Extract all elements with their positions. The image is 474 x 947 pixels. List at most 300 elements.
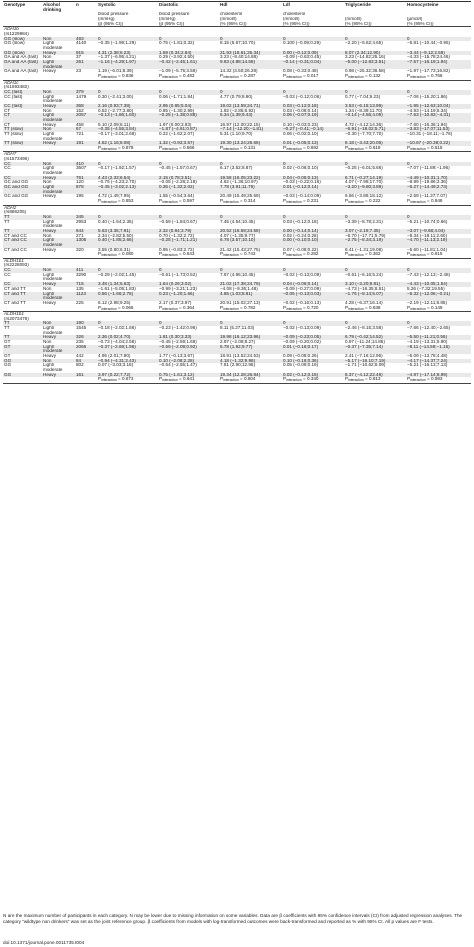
- table-cell: 1.55 (−0.54;3.64): [159, 194, 195, 199]
- table-cell: 3.97 (0.22;7.72): [98, 372, 131, 377]
- table-cell: 915: [76, 50, 84, 55]
- doi-line: doi:10.1371/journal.pone.0011735.t004: [3, 940, 85, 945]
- table-row: [3, 363, 471, 372]
- table-cell: 878: [76, 185, 84, 190]
- snp-id: (rs1573496): [4, 157, 29, 162]
- table-cell: 1.32 (−0.93;3.57): [159, 141, 195, 146]
- table-cell: −0.61 (−1.73;0.52): [159, 272, 197, 277]
- p-label: P: [98, 74, 102, 79]
- table-cell: −0.17 (−1.92;1.57): [98, 166, 136, 171]
- table-cell: −0.42 (−2.45;1.61): [159, 60, 197, 65]
- p-value: 0.080: [121, 252, 134, 257]
- table-cell: 0.10 (−0.03;0.23): [283, 122, 319, 127]
- table-cell: 1.19 (−6.01;8.39): [98, 69, 134, 74]
- table-cell: 3290: [76, 272, 87, 277]
- table-cell: 0: [407, 36, 410, 41]
- p-label: P: [345, 377, 349, 382]
- table-cell: GT: [4, 340, 11, 345]
- sub3-systolic: (β (95% CI)): [97, 22, 158, 27]
- table-cell: 1.81 (0.30;3.33): [159, 335, 192, 340]
- table-cell: −1.37 (−6.95;4.21): [98, 55, 136, 60]
- sub1-hdl: cholesterol: [220, 12, 243, 17]
- p-label-sub: interaction: [162, 146, 178, 151]
- table-cell: −3.07 (−9.68;4.04): [407, 228, 445, 233]
- table-cell: 0.85 (−1.30;2.99): [159, 108, 195, 113]
- table-cell: −4.49 (−10.31;1.70): [407, 175, 448, 180]
- table-cell: 6.79 (−0.42;14.52): [345, 335, 383, 340]
- p-label: P: [283, 252, 287, 257]
- equals-sign: =: [238, 305, 244, 310]
- table-cell: −0.05 (−0.13;0.03): [283, 291, 321, 296]
- table-cell: 0: [220, 36, 223, 41]
- p-value: 0.515: [430, 145, 443, 150]
- p-value: 0.813: [368, 377, 381, 382]
- p-value: 0.566: [182, 145, 195, 150]
- gene-name: ADH1b: [4, 26, 19, 32]
- p-label: P: [283, 305, 287, 310]
- table-cell: 1.24 (−8.39;11.70): [345, 108, 383, 113]
- p-value: 0.804: [243, 377, 256, 382]
- table-cell: 8.11 (5.27;11.03): [220, 326, 255, 330]
- table-cell: 3.23 (−8.40;14.88): [220, 55, 258, 60]
- table-cell: 23: [76, 69, 82, 74]
- table-cell: −0.17 (−3.01;2.68): [98, 131, 136, 136]
- table-cell: −3.20 (−9.80;3.89): [345, 185, 383, 190]
- p-label: P: [98, 377, 102, 382]
- table-cell: −8.11 (−14.59;−1.15): [407, 344, 450, 349]
- table-cell: Light/ moderate: [43, 131, 63, 141]
- p-label: P: [407, 199, 411, 204]
- table-cell: Light/ moderate: [43, 326, 63, 335]
- table-cell: −7.63 (−10.83;−4.31): [407, 113, 451, 118]
- table-cell: 0: [220, 161, 223, 166]
- table-cell: GA and AA (fast): [4, 55, 38, 60]
- p-label-sub: interaction: [101, 75, 117, 80]
- table-cell: −0.13 (−1.86;1.60): [98, 113, 136, 118]
- table-cell: 0: [98, 161, 101, 166]
- table-cell: −0.59 (−1.84;0.67): [159, 219, 197, 224]
- p-value: 0.836: [121, 74, 134, 79]
- table-cell: 0: [98, 321, 101, 326]
- table-cell: −0.25 (−1.71;1.21): [159, 238, 197, 243]
- table-cell: 0: [159, 89, 162, 94]
- equals-sign: =: [363, 377, 369, 382]
- table-cell: 120: [76, 180, 84, 185]
- table-cell: Heavy: [43, 335, 57, 340]
- p-label-sub: interaction: [101, 253, 117, 258]
- table-cell: Non: [43, 214, 52, 219]
- p-label-sub: interaction: [410, 253, 426, 258]
- p-label-sub: interaction: [162, 253, 178, 258]
- equals-sign: =: [425, 199, 431, 204]
- sub2-ldl: (mmol/l): [283, 17, 300, 22]
- table-cell: TT (slow): [4, 127, 24, 132]
- table-cell: 7.45 (4.54;10.45): [220, 219, 255, 224]
- p-interaction-row: [3, 377, 471, 383]
- table-cell: 0: [407, 89, 410, 94]
- p-label: P: [407, 145, 411, 150]
- table-cell: 8.37 (−4.12;22.49): [345, 372, 383, 377]
- table-cell: −5.09 (−13.78;4.48): [407, 354, 448, 359]
- table-cell: −0.45 (−2.59;1.69): [159, 340, 197, 345]
- table-cell: 0: [345, 321, 348, 326]
- table-row: [3, 95, 471, 104]
- table-cell: 84: [76, 358, 82, 363]
- p-value: 0.843: [182, 252, 195, 257]
- p-label-sub: interaction: [348, 253, 364, 258]
- p-label: P: [98, 199, 102, 204]
- p-label: P: [407, 305, 411, 310]
- table-cell: Non: [43, 36, 52, 41]
- table-cell: 161: [76, 372, 84, 377]
- equals-sign: =: [425, 377, 431, 382]
- table-cell: CT and CC: [4, 238, 27, 243]
- table-cell: Light/ moderate: [43, 363, 63, 373]
- table-cell: 320: [76, 247, 84, 252]
- table-cell: GG (slow): [4, 50, 25, 55]
- table-cell: 5.10 (2.09;8.11): [98, 122, 131, 127]
- table-cell: 0: [283, 321, 286, 326]
- table-cell: 0: [159, 214, 162, 219]
- table-cell: 0: [98, 214, 101, 219]
- table-cell: Heavy: [43, 354, 57, 359]
- p-label-sub: interaction: [101, 378, 117, 383]
- table-cell: 3.48 (1.34;5.63): [98, 282, 131, 287]
- col-triglyceride: Triglyceride: [345, 2, 371, 7]
- table-cell: 0.06 (−0.02;0.10): [283, 131, 319, 136]
- table-cell: −0.59 (−2.09;0.92): [159, 344, 197, 349]
- p-label-sub: interaction: [223, 378, 239, 383]
- table-cell: 7.81 (2.90;12.95): [220, 363, 255, 368]
- table-row: [3, 166, 471, 175]
- p-value: 0.287: [243, 74, 256, 79]
- equals-sign: =: [363, 252, 369, 257]
- table-cell: −4.70 (−11.13;2.19): [407, 238, 448, 243]
- table-cell: GC and GG: [4, 180, 29, 185]
- table-cell: Heavy: [43, 247, 57, 252]
- table-cell: 5.63 (3.35;7.91): [98, 228, 131, 233]
- table-cell: 0.04 (−0.06;0.14): [283, 282, 319, 287]
- table-cell: CT and TT: [4, 286, 26, 291]
- table-cell: 0.75 (−1.81;0.32): [159, 41, 195, 46]
- table-cell: Light/ moderate: [43, 113, 63, 122]
- table-cell: Heavy: [43, 69, 57, 74]
- table-cell: −0.45 (−3.02;2.13): [98, 185, 136, 190]
- p-label: P: [345, 305, 349, 310]
- table-cell: −0.25 (−6.01;5.66): [345, 166, 383, 171]
- table-cell: CC (fast): [4, 94, 23, 99]
- table-cell: 1123: [76, 291, 86, 296]
- p-label: P: [345, 74, 349, 79]
- table-cell: Light/ moderate: [43, 41, 63, 51]
- p-interaction-cell: [219, 377, 282, 383]
- table-cell: 721: [76, 131, 84, 136]
- table-cell: Light/ moderate: [43, 272, 63, 282]
- table-cell: 14.32 (3.50;26.28): [220, 69, 258, 74]
- table-cell: −5.17 (−16.10;7.19): [345, 358, 386, 363]
- table-cell: 67: [76, 127, 82, 132]
- table-cell: −3.39 (−8.78;2.31): [345, 219, 383, 224]
- table-cell: 5.26 (−7.32;19.55): [407, 286, 445, 291]
- table-cell: 2.17 (0.37;3.97): [159, 300, 192, 305]
- table-cell: TT: [4, 321, 10, 326]
- table-cell: Non: [43, 286, 52, 291]
- table-cell: 0.08 (−0.33;0.48): [283, 69, 319, 74]
- table-cell: TT (slow): [4, 131, 24, 136]
- p-label: P: [220, 377, 224, 382]
- table-cell: −2.75 (−8.34;3.19): [345, 238, 383, 243]
- equals-sign: =: [177, 377, 183, 382]
- table-cell: 19.02 (13.59;24.71): [220, 103, 261, 108]
- table-cell: 4.28 (−6.37;16.14): [345, 300, 383, 305]
- table-cell: −2.20 (−6.62;4.65): [345, 41, 383, 46]
- table-cell: Light/ moderate: [43, 219, 63, 229]
- equals-sign: =: [363, 74, 369, 79]
- table-cell: 6.56 (−3.86;18.12): [345, 194, 383, 199]
- table-cell: −0.18 (−2.02;1.66): [98, 326, 136, 330]
- equals-sign: =: [116, 305, 122, 310]
- table-cell: 0.01 (−0.12;0.14): [283, 185, 319, 190]
- table-cell: Light/ moderate: [43, 166, 63, 176]
- table-cell: Light/ moderate: [43, 185, 63, 194]
- p-value: 0.362: [368, 252, 381, 257]
- table-cell: 0: [159, 161, 162, 166]
- table-cell: 0: [283, 89, 286, 94]
- p-value: 0.483: [182, 74, 195, 79]
- p-label: P: [98, 252, 102, 257]
- table-cell: 6.71 (−0.27;14.19): [345, 175, 383, 180]
- sub3-triglyceride: (% (95% CI)): [344, 22, 406, 27]
- snp-id: (rs2073478): [4, 316, 29, 321]
- p-value: 0.066: [121, 305, 134, 310]
- table-cell: 3.07 (−2.19;7.35): [345, 228, 381, 233]
- table-cell: Non: [43, 127, 52, 132]
- table-cell: Heavy: [43, 194, 57, 199]
- p-value: 0.838: [368, 305, 381, 310]
- table-cell: 0.70 (−1.32;2.72): [159, 233, 195, 238]
- p-label: P: [345, 145, 349, 150]
- p-label: P: [98, 305, 102, 310]
- table-cell: −1.95 (−12.63;10.04): [407, 103, 450, 108]
- p-value: 0.282: [306, 252, 319, 257]
- p-value: 0.222: [368, 199, 381, 204]
- table-cell: Heavy: [43, 141, 57, 146]
- table-cell: −0.03 (−0.12;0.06): [283, 94, 321, 99]
- table-cell: 0.03 (−0.12;0.18): [283, 103, 319, 108]
- table-cell: 0: [283, 161, 286, 166]
- table-cell: −0.03 (−0.22;0.16): [283, 180, 321, 185]
- table-cell: 0.10 (−2.08;2.28): [159, 358, 195, 363]
- p-label: P: [159, 145, 163, 150]
- header-row: [3, 2, 471, 12]
- table-cell: 6.12 (2.98;9.25): [98, 300, 131, 305]
- table-cell: −0.03 (−0.14;0.09): [283, 194, 321, 199]
- table-cell: 379: [76, 89, 84, 94]
- p-label-sub: interaction: [286, 75, 302, 80]
- table-cell: −0.35 (−4.55;3.84): [98, 127, 136, 132]
- table-cell: −4.08 (−9.36;1.48): [220, 286, 258, 291]
- p-label: P: [283, 199, 287, 204]
- equals-sign: =: [116, 145, 122, 150]
- table-cell: Light/ moderate: [43, 94, 63, 104]
- table-cell: 20.52 (16.59;24.58): [220, 228, 261, 233]
- table-cell: 235: [76, 340, 84, 345]
- table-cell: −0.30 (−7.70;7.70): [345, 131, 383, 136]
- equals-sign: =: [363, 199, 369, 204]
- p-value: 0.364: [182, 305, 195, 310]
- table-cell: 0.09 (−0.08;0.26): [283, 354, 319, 359]
- table-cell: CT: [4, 113, 11, 118]
- p-label: P: [220, 252, 224, 257]
- sub1-diastolic: blood pressure: [159, 12, 190, 17]
- table-cell: −5.00 (−12.83;3.51): [345, 60, 386, 65]
- table-cell: CC: [4, 166, 11, 171]
- table-cell: 6.78 (3.57;10.10): [220, 238, 255, 243]
- table-cell: Light/ moderate: [43, 344, 63, 354]
- table-cell: 225: [76, 300, 84, 305]
- p-label: P: [220, 199, 224, 204]
- table-cell: GC and GG: [4, 185, 29, 190]
- table-cell: 0.07 (−0.08;0.22): [283, 247, 319, 252]
- table-cell: TT: [4, 214, 10, 219]
- sub1-ldl: cholesterol: [283, 12, 306, 17]
- equals-sign: =: [363, 145, 369, 150]
- sub1-systolic: blood pressure: [98, 12, 129, 17]
- table-cell: 4.77 (0.79;8.90): [220, 94, 253, 99]
- p-value: 0.853: [121, 199, 134, 204]
- table-cell: −4.19 (−13.31;5.90): [407, 340, 448, 345]
- p-label-sub: interaction: [162, 75, 178, 80]
- col-alcohol: Alcohol drinking: [43, 2, 62, 12]
- table-cell: 37: [76, 55, 82, 60]
- table-cell: 4.43 (2.33;6.54): [98, 175, 131, 180]
- p-label-sub: interaction: [410, 306, 426, 311]
- equals-sign: =: [116, 74, 122, 79]
- table-row: [3, 238, 471, 247]
- table-cell: −0.23 (−1.42;0.96): [159, 326, 197, 330]
- snp-id: (rs886205): [4, 210, 27, 215]
- table-cell: CC (fast): [4, 103, 23, 108]
- equals-sign: =: [177, 74, 183, 79]
- table-cell: −5.60 (−11.81;1.04): [407, 247, 448, 252]
- p-label: P: [283, 74, 287, 79]
- table-row: [3, 60, 471, 69]
- table-cell: 2066: [76, 344, 87, 349]
- equals-sign: =: [116, 199, 122, 204]
- table-cell: 0.35 (−1.32;2.02): [159, 185, 195, 190]
- table-cell: Non: [43, 180, 52, 185]
- table-cell: 368: [76, 103, 84, 108]
- table-cell: −7.66 (−12.40;−2.65): [407, 326, 451, 330]
- table-cell: CT: [4, 122, 11, 127]
- p-label-sub: interaction: [348, 378, 364, 383]
- table-cell: Heavy: [43, 103, 57, 108]
- table-cell: 0: [283, 268, 286, 273]
- table-cell: 0.56 (−1.66;2.78): [98, 291, 134, 296]
- table-cell: −5.21 (−16.13;7.13): [407, 363, 448, 368]
- table-cell: 0.06 (−1.71;1.84): [159, 94, 195, 99]
- p-label-sub: interaction: [348, 75, 364, 80]
- table-cell: −0.27 (−0.41;−0.14): [283, 127, 324, 132]
- table-cell: GG: [4, 363, 12, 368]
- table-cell: Non: [43, 233, 52, 238]
- p-label-sub: interaction: [410, 200, 426, 205]
- table-cell: −0.02 (−0.13;0.09): [283, 272, 321, 277]
- table-cell: 0.01 (−0.16;0.17): [283, 344, 319, 349]
- table-cell: −4.33 (−15.78;24.46): [407, 55, 450, 60]
- table-cell: 5.34 (1.39;9.43): [220, 113, 253, 118]
- table-cell: −0.05 (−2.28;2.18): [159, 180, 197, 185]
- table-cell: 20.49 (15.49;25.69): [220, 194, 261, 199]
- table-cell: −8.34 (−18.11;2.60): [407, 233, 448, 238]
- table-cell: 19.30 (13.24;25.66): [220, 141, 261, 146]
- table-cell: 0.77 (−7.04;9.23): [345, 94, 381, 99]
- equals-sign: =: [238, 199, 244, 204]
- col-systolic: Systolic: [98, 2, 116, 7]
- col-diastolic: Diastolic: [159, 2, 179, 7]
- table-cell: 21.93 (18.61;25.34): [220, 50, 261, 55]
- equals-sign: =: [425, 145, 431, 150]
- table-cell: CC: [4, 272, 11, 277]
- spacer: [3, 377, 42, 383]
- p-label-sub: interaction: [410, 146, 426, 151]
- table-cell: −1.61 (−5.05;1.83): [98, 286, 136, 291]
- sub3-ldl: (% (95% CI)): [282, 22, 344, 27]
- table-cell: CT and CC: [4, 247, 27, 252]
- table-cell: −1.97 (−17.73;16.82): [407, 69, 450, 74]
- table-cell: −0.37 (−7.35;7.14): [345, 344, 383, 349]
- table-cell: GG (slow): [4, 36, 25, 41]
- table-cell: −7.07 (−11.89;−1.96): [407, 166, 450, 171]
- table-cell: 18.91 (13.52;24.53): [220, 354, 261, 359]
- p-value: 0.983: [430, 377, 443, 382]
- table-cell: 0: [345, 36, 348, 41]
- table-cell: 0.22 (−1.62;2.07): [159, 131, 195, 136]
- table-cell: −2.19 (−12.11;8.85): [407, 300, 448, 305]
- p-label: P: [345, 252, 349, 257]
- table-cell: 0: [159, 321, 162, 326]
- equals-sign: =: [425, 305, 431, 310]
- table-cell: 715: [76, 282, 84, 287]
- table-cell: 2.95 (0.85;5.04): [159, 103, 192, 108]
- p-value: 0.597: [182, 199, 195, 204]
- table-cell: CT and TT: [4, 300, 26, 305]
- table-cell: 0: [159, 36, 162, 41]
- table-cell: −0.02 (−0.13;0.09): [283, 326, 321, 330]
- table-cell: −3.44 (−9.12;2.58): [407, 50, 445, 55]
- table-cell: 0: [407, 321, 410, 326]
- table-cell: 0.10 (−0.16;0.36): [283, 358, 319, 363]
- table-cell: 0.06 (−0.07;0.19): [283, 113, 319, 118]
- table-cell: −7.06 (−15.20;1.86): [407, 94, 448, 99]
- table-cell: 0: [345, 89, 348, 94]
- table-cell: 326: [76, 335, 84, 340]
- table-cell: GC and GG: [4, 194, 29, 199]
- spacer: [42, 377, 75, 383]
- p-label: P: [345, 199, 349, 204]
- equals-sign: =: [238, 252, 244, 257]
- table-cell: 2.16 (0.93;7.38): [98, 103, 131, 108]
- table-cell: 5.78 (1.92;9.77): [220, 344, 253, 349]
- table-cell: 1.59 (0.34;2.84): [159, 50, 192, 55]
- table-row: [3, 132, 471, 141]
- table-cell: 0: [98, 268, 101, 273]
- gene-name: ADH1c: [4, 80, 19, 85]
- table-cell: 345: [76, 214, 84, 219]
- table-cell: 0: [407, 161, 410, 166]
- p-label-sub: interaction: [223, 200, 239, 205]
- p-label: P: [159, 377, 163, 382]
